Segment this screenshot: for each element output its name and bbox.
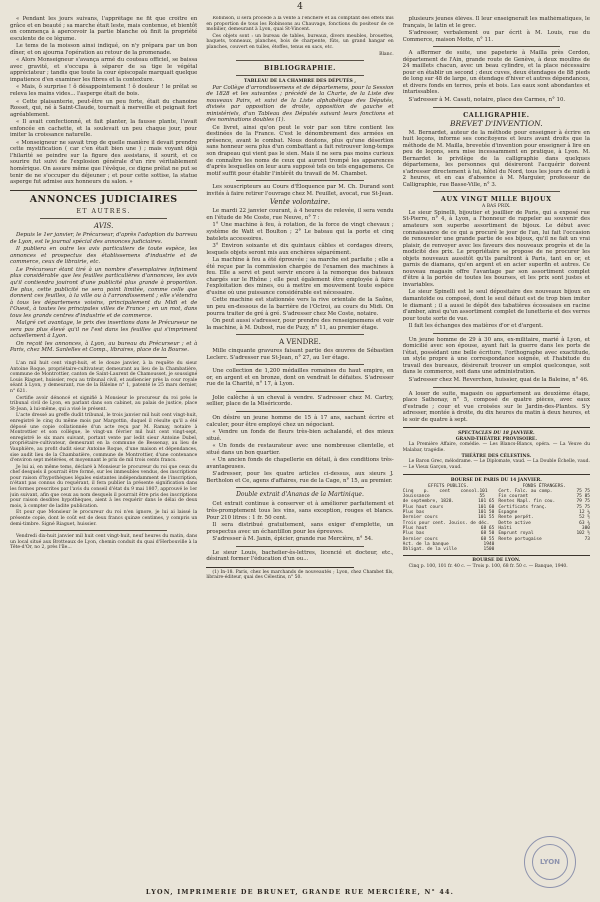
story-paragraph: Le tems de la moisson ainsi indiqué, on n'y prépara par un bon dîner, et on ajourna l'opération au retour de la promenade. [10, 43, 198, 56]
bourse-value: 12 ¼ [579, 510, 590, 516]
bourse-value: 75 75 [576, 504, 590, 510]
book-description: Par Collège d'arrondissemens et de départemens, pour la Session de 1828 et les suivantes ; précédé de la Charte, de la Liste des nouveaux Pairs, et suivi de la Liste alphabétique des Députés, divisés par opposition de droite, opposition de gauche et ministériels, d'un Tableau des Députés suivant leurs fonctions et des nominations doubles (1). [206, 84, 394, 124]
bourse-value: 68 65 [480, 525, 495, 531]
bourse-row [403, 547, 495, 552]
employment-notice: Un jeune homme de 29 à 30 ans, ex-militaire, marié à Lyon, et domicilié avec son épouse, ayant fait la guerre dans les ports de l'état, possédant une belle écriture, l'orthographe avec exactitude, un style propre à une correspondance soignée, et l'habitude du travail des bureaux, désirerait trouver un emploi quelconque, soit dans le commerce, soit dans une administration. [402, 336, 590, 376]
short-divider [236, 60, 363, 61]
bourse-label: Emprunt royal [498, 531, 534, 537]
bourse-label: Rente portugaise [498, 536, 542, 542]
ananas-heading: Double extrait d'Ananas de la Martinique. [236, 491, 364, 499]
bourse-value: 101 60 [478, 504, 495, 510]
bourse-label: Espagne [498, 510, 518, 516]
short-divider [40, 530, 167, 531]
vente-paragraph: Le mardi 22 janvier courant, à 4 heures de relevée, il sera vendu en l'étude de Me Coste, rue Neuve, n° 7 : [206, 208, 394, 221]
bourse-label: Cert. Falc. au comp. [498, 488, 553, 494]
page-number: 4 [297, 2, 303, 12]
vente-heading: Vente volontaire. [269, 198, 331, 207]
grand-theatre-heading: GRAND-THÉÂTRE PROVISOIRE. [455, 436, 537, 442]
bourse-value: 101 55 [479, 488, 488, 500]
short-divider [236, 180, 363, 181]
vente-paragraph: Cette machine est stationnée vers la rive orientale de la Saône, un peu en-dessous de la barrière de l'Octroi, au cours du Midi. On pourra traiter de gré à gré. S'adresser chez Me Coste, notaire. [206, 297, 394, 317]
story-paragraph: « Pendant les jours suivans, l'apprêtage ne fit que croître en grâce et en beauté ; sa marche était leste, mais contenue, et bientôt on commença à apercevoir la partie blanche où finit la propriété esculente de ce légume. [10, 16, 198, 42]
avendre-heading: A VENDRE. [279, 338, 321, 347]
bourse-label: Fin courant [498, 494, 529, 500]
avendre-paragraph: « Vendre un fonds de fleurs très-bien achalandé, et des mieux situé. [206, 429, 394, 442]
bijoux-paragraph: Le sieur Spinelli, bijoutier et joaillier de Paris, qui a exposé rue St-Pierre, n° 4, à Lyon, a l'honneur de rappeler au souvenir des amateurs son superbe assortiment de bijoux. Le début avec connaissance de ce qui a procuré le jour de l'an, lui fait l'occasion de renouveler une grande partie de ses bijoux, qu'il ne fait un vrai plaisir, de renvoyer avec les faveurs des nouveaux progrès et de la modicité des prix. Le propriétaire se propose de ne procurer les objets nouveaux aussitôt qu'ils paraîtront à Paris, tant en or, et garnis de diamans, qu'en argent et en acier superfin et autres. Ce nouveau magasin offre l'avantage par son assortiment complet d'être à la portée de toutes les bourses, et les prix sont justes et invariables. [402, 209, 590, 288]
bijoux-paragraph: Il fait les échanges des matières d'or et d'argent. [408, 323, 543, 330]
short-divider [236, 411, 363, 412]
bourse-row [498, 537, 590, 542]
short-divider [433, 46, 560, 47]
calligraphie-paragraph: M. Bernardet, auteur de la méthode pour enseigner à écrire en huit leçons, informe ses concitoyens et leurs avant droits que la méthode de M. Mailla, brevetée d'invention pour enseigner à lire en peu de leçons, sera mise incessamment en pratique, à Lyon. M. Bernardet le privilège de la calligraphie dans quelques départemens, les personnes qui désireront l'acquérir doivent s'adresser directement à lui, hôtel du Nord, tous les jours de midi à 2 heures, et en cas d'absence à M. Marguier, professeur de Calligraphie, rue Basse-Ville, n° 3. [402, 129, 590, 188]
legal-notice: Et pour que Monsieur le procureur du roi n'en ignore, je lui ai laissé la présente copie, dont le coût est de deux francs quinze centimes, y compris un demi-timbre. Signé Riaguet, huissier. [10, 510, 198, 527]
story-paragraph: « Monseigneur ne savait trop de quelle manière il devait prendre cette mystification ( car c'en était bien une ) ; mais voyant déjà l'hilarité se peindre sur la figure des assistans, il sourit, et ce sourire fut suivi de l'explosion générale d'un rire véritablement homérique. On assure même que l'évêque, ce digne prélat ne put se tenir de ne s'occuper du déjeuner ; et pour cette sottise, la statue asperge fut admise aux honneurs du salon. » [10, 139, 198, 186]
bourse-value: 68 50 [480, 531, 495, 537]
rental-notice: A louer de suite, magasin ou appartement au deuxième étage, place Sathonay, n° 5, composé de quatre pièces, avec eaux d'estrade ; cour et vue croisées sur le Jardin-des-Plantes. S'y adresser, montée à droite, du dix heures du matin à deux heures, et le soir de quatre à sept. [402, 390, 590, 423]
grand-theatre-program: La Première Affaire, comédie. — Les Blancs-Blancs, opéra. — La Veuve du Malabar, tragédie. [402, 442, 590, 453]
avendre-paragraph: « Un ancien fonds de chapellerie en détail, à des conditions très-avantageuses. [206, 457, 394, 470]
library-stamp [524, 836, 576, 888]
celestins-program: Le Baron Grec, mélodrame. — Le Diplomate, vaud. — La Double Échelle, vaud. — Le Vieux Garçon, vaud. [402, 459, 590, 470]
bourse-label: Dernier cours [402, 536, 438, 542]
bourse-label: Haïti [498, 525, 512, 531]
avis-paragraph: Il publiera en outre les avis particuliers de toute espèce, les annonces et prospectus des établissemens d'industrie et de commerce, ceux de librairie, etc. [10, 246, 198, 266]
bourse-value: 73 [584, 536, 590, 542]
story-paragraph: « Cette plaisanterie, peut-être un peu forte, était du chanoine Rosset, qui, né à Saint-Claude, tournait à merveille et peignait fort agréablement. [10, 98, 198, 118]
bourse-value: 101 65 [478, 499, 495, 505]
bourse-value: 101 55 [478, 515, 495, 521]
bourse-label: de septembre, 1828. [402, 499, 455, 505]
avis-paragraph: Depuis le 1er janvier, le Précurseur, d'après l'adoption du barreau de Lyon, est le journal spécial des annonces judiciaires. [10, 232, 198, 245]
legal-notice: Certifie avoir dénoncé et signifié à Monsieur le procureur du roi près le tribunal civil de Lyon, en parlant dans son cabinet, au palais de justice, place St-Jean, à lui-même, qui a visé le présent. [10, 395, 198, 412]
bourse-row [403, 489, 495, 500]
vente-paragraph: La machine à feu a été éprouvée ; sa marche est parfaite ; elle a été reçue par la commission chargée de l'examen des machines à feu. Elle a servi et peut servir encore à la remorque des bateaux chargés sur le Rhône ; elle peut également être employée à faire l'exploitation des mines, ou à mettre en mouvement toute espèce d'usine où une puissance considérable est nécessaire. [206, 257, 394, 296]
bourse-label: Act. de la banque [402, 541, 449, 547]
bourse-label: Plus bas [402, 531, 425, 537]
short-divider [40, 357, 167, 358]
bourse-label: Dette active [498, 520, 531, 526]
book-title: TABLEAU DE LA CHAMBRE DES DÉPUTÉS , [244, 79, 356, 85]
story-paragraph: « Alors Monseigneur s'avança armé du couteau officiel, se baissa avec gravité, et s'occupa à séparer de sa tige le végétal appréciateur ; tandis que toute la cour épiscopale marquait quelque impatience d'en examiner les fibres et la contexture. [10, 57, 198, 83]
short-divider [433, 387, 560, 388]
bourse-lyon-heading: BOURSE DE LYON. [472, 558, 521, 564]
legal-notice: L'acte dressé au greffe dudit tribunal, le trois janvier mil huit cent vingt-huit, enregistré le cinq du même mois par Margottin, duquel il résulte qu'il a été déposé une copie collationnée d'un acte reçu par M. Ramay, notaire à Montrottier et son collègue, le vingt-un février mil huit cent vingt-sept, enregistré le six mars suivant, portant vente par ledit sieur Antoine Dubel, propriétaire-cultivateur, demeurant en la commune de Bessenay, au lieu de Vauphière, au profit dudit sieur Antoine Roque, d'une maison et dépendances, sise audit lieu de la Chambatière, commune de Montrottier, d'une contenance d'environ sept métérées, et moyennant le prix de mil trois cents francs. [10, 413, 198, 464]
bourse-value: 63 ¾ [579, 520, 590, 526]
bourse-label: Obligat. de la ville [402, 547, 457, 553]
avis-paragraph: On reçoit les annonces, à Lyon, au bureau du Précurseur ; et à Paris, chez MM. Sanlelles et Comp., libraires, place de la Bourse. [10, 340, 198, 354]
vente-paragraph: 1° Une machine à feu, à rotation, de la force de vingt chevaux ; système de Watt et Boulton ; 2° Le bateau qui la porte et cinq batelets accessoires. [206, 222, 394, 242]
bourse-label: Plus haut [402, 525, 428, 531]
legal-notice: L'an mil huit cent vingt-huit, et le douze janvier, à la requête du sieur Antoine Roque, propriétaire-cultivateur, demeurant au lieu de la Chambatière, commune de Montrottier, canton de Saint-Laurent de Chamousset, je soussigné Louis Riaguet, huissier, reçu au tribunal civil, et audiencier près la cour royale séant à Lyon, y demeurant, rue de la Bâleine n° 1, patenté le 25 mars dernier, n° 621. [10, 361, 198, 394]
bourse-label: Plus bas [402, 510, 425, 516]
short-divider [433, 107, 560, 108]
papeterie-notice: A affermer de suite, une papeterie à Mailla près Cerdon, département de l'Ain, grande route de Genève, à deux moulins de 24 maillets chacun, avec un beau cylindre, et la place nécessaire pour en établir un second ; deux cuves, deux étendages de 88 pieds de long sur 48 de large, un étendage d'hiver et autres dépendances, et divers fonds en terres, prés et bois. Les eaux sont abondantes et intarissables. [402, 50, 590, 96]
story-paragraph: « Il avait confectionné, et fait planter, la fausse plante, l'avait enfoncée en cachette, et la soulevait un peu chaque jour, pour imiter la croissance naturelle. [10, 119, 198, 139]
bourse-label: Rente perpét. [498, 515, 534, 521]
fonds-etrangers-heading: FONDS ÉTRANGERS. [522, 483, 566, 489]
short-divider [236, 75, 363, 76]
calligraphie-heading: CALLIGRAPHIE. [463, 110, 530, 119]
short-divider [236, 546, 363, 547]
bourse-value: 75 75 [576, 488, 590, 494]
short-divider [236, 391, 363, 392]
avendre-paragraph: Mille cinquante gravures faisant partie des œuvres de Sébastien Leclerc. S'adresser rue St-Jean, n° 27, au 1er étage. [206, 348, 394, 361]
footnote: (1) In-18. Paris, chez les marchands de nouveautés ; Lyon, chez Chambet fils, libraire-éditeur, quai des Célestins, n° 50. [206, 569, 394, 581]
bourse-paris-heading: BOURSE DE PARIS DU 14 JANVIER. [450, 478, 542, 484]
book-review: Ce livret, ainsi qu'on peut le voir par son titre contient les destinées de la France. C'est le dénombrement des armées en présence, avant le combat. Nous doutons, plus qu'une désertion sans honneur sera plus d'un combattant a fait retrouver long-temps son drapeau qui vient pas le sien. Mais il ne sera pas moins curieux de connaître les noms de ceux qui auront trompé les apparences d'après lesquelles on leur aura supposé tels ou tels engagemens. Ce motif suffit pour établir l'intérêt du travail de M. Chambet. [206, 124, 394, 177]
bourse-value: 380 [581, 525, 590, 531]
ananas-paragraph: S'adresser à M. Janin, épicier, grande rue Mercière, n° 54. [212, 536, 373, 543]
subscriber-notice: Les souscripteurs au Cours d'Éloquence par M. Ch. Durand sont invités à faire retirer l'ouvrage chez M. Feuillet, avocat, rue St-Jean. [206, 184, 394, 197]
ananas-paragraph: Cet extrait continue à conserver et à améliorer parfaitement et très-promptement tous les vins, sans exception, rouges et blancs. Pour 210 litres : 1 fr. 50 cent. [206, 501, 394, 521]
section-divider [403, 474, 590, 475]
avendre-paragraph: « Un fonds de restaurateur avec une nombreuse clientelle, et situé dans un bon quartier. [206, 443, 394, 456]
short-divider [40, 218, 167, 219]
spectacles-heading: SPECTACLES DU 18 JANVIER. [458, 431, 535, 437]
bourse-value: 101 50 [478, 510, 495, 516]
bourse-lyon-quotes: Cinq p. 100, 101 fr. 40 c. — Trois p. 100, 68 fr. 50 c. — Banque, 1940. [408, 563, 568, 569]
ananas-paragraph: Il sera distribué gratuitement, sans exiger d'emplette, un prospectus avec un échantillon pour les épreuves. [206, 522, 394, 535]
avis-paragraph: Le Précurseur étant tiré à un nombre d'exemplaires infiniment plus considérable que les feuilles particulières d'annonces, les avis qu'il contiendra jouiront d'une publicité plus grande à proportion. De plus, cette publicité ne sera point limitée, comme celle que donnent ces feuilles, à la ville ou à l'arrondissement ; elle s'étendra à tous les départemens voisins, principalement du Midi et de l'Ouest, à toutes les principales villes de France ; en un mot, dans tous les grands centres d'industrie et de commerce. [10, 266, 198, 319]
bijoux-paragraph: Le sieur Spinelli est le seul dépositaire des nouveaux bijoux en damantoïde ou composé, dont le seul défaut est de trop bien imiter le diamant ; il a aussi le dépôt des tabatières écossaises en racine d'amber, ainsi qu'un assortiment complet de lunetterie et des verres pour toute sorte de vue. [402, 289, 590, 322]
short-divider [236, 364, 363, 365]
annonces-subtitle: ET AUTRES. [76, 207, 131, 215]
bourse-table [403, 484, 590, 553]
story-paragraph: « Mais, ô surprise ! ô désappointement ! ô douleur ! le prélat se releva les mains vides... l'asperge était de bois. [10, 84, 198, 98]
effets-publics-list [403, 489, 495, 553]
fonds-etrangers-list [498, 489, 590, 553]
imprint-footer: LYON, IMPRIMERIE DE BRUNET, GRANDE RUE MERCIÈRE, N° 44. [145, 888, 455, 896]
vente-paragraph: On peut aussi s'adresser, pour prendre des renseignemens et voir la machine, à M. Dubost, rue de Puzy, n° 11, au premier étage. [206, 318, 394, 331]
bourse-value: 75 85 [576, 494, 590, 500]
effets-publics-heading: EFFETS PUBLICS. [428, 483, 469, 489]
section-divider [403, 555, 590, 556]
avendre-paragraph: Une collection de 1,200 médailles romaines du haut empire, en or, en argent et en bronze, dont on vendrait le défaites. S'adresser rue de la Charité, n° 17, à Lyon. [206, 368, 394, 388]
bibliographie-heading: BIBLIOGRAPHIE. [264, 64, 336, 73]
bourse-value: 1940 [483, 541, 495, 547]
column-2 [206, 16, 393, 874]
bourse-value: 52 ½ [579, 515, 590, 521]
short-divider [433, 333, 560, 334]
tutor-notice-cont: plusieurs jeunes élèves. Il leur enseignerait les mathématiques, le français, le latin et le grec. [402, 16, 590, 29]
short-divider [236, 334, 363, 335]
bourse-label: Dernier cours [402, 515, 438, 521]
brevet-heading: BREVET D'INVENTION. [450, 118, 543, 128]
short-divider [433, 191, 560, 192]
bourse-label: Trois pour cent. Jouiss. de déc. [402, 520, 490, 526]
tutor-notice: Le sieur Louis, bachelier-ès-lettres, licencié et docteur, etc., désirant former l'éducation d'un ou... [206, 549, 394, 563]
annonces-title: ANNONCES JUDICIAIRES [29, 193, 178, 205]
column-3 [403, 16, 590, 874]
bourse-value: 1500 [483, 547, 495, 553]
bourse-label: Certificats franç. [498, 504, 548, 510]
avendre-paragraph: On désire un jeune homme de 15 à 17 ans, sachant écrire et calculer, pour être employé chez un négociant. [206, 414, 394, 428]
footnote-rule [206, 567, 353, 568]
papeterie-address: S'adresser à M. Casati, notaire, place des Carmes, n° 10. [408, 97, 566, 104]
legal-notice: Je lui ai, en même tems, déclaré à Monsieur le procureur du roi que ceux du chef desquels il pourrait être formé, sur les immeubles vendus, des inscriptions pour raison d'hypothèques légales existantes indépendamment de l'inscription, n'étant pas connus du requérant, il fera publier la présente signification dans les formes prescrites par l'avis du conseil d'état du 9 mai 1807, approuvé le 1er juin suivant, afin que ceux au nom desquels il pourrait être pris des inscriptions pour raison desdites hypothèques, aient à les requérir dans le délai de deux mois, à compter de ladite publication. [10, 464, 198, 509]
bourse-value: 102 ½ [576, 531, 590, 537]
column-1 [10, 16, 197, 874]
bourse-label: Cinq p. cent consol. Jouissance [402, 488, 480, 500]
short-divider [236, 487, 363, 488]
bourse-value: 79 75 [576, 499, 590, 505]
tutor-address: S'adresser, verbalement ou par écrit à M. Louis, rue du Commerce, maison Motte, n° 11. [402, 30, 590, 43]
avis-paragraph: Malgré cet avantage, le prix des insertions dans le Précurseur ne sera pas plus élevé qu'il ne l'est dans les feuilles qui s'impriment actuellement à Lyon. [10, 320, 198, 340]
celestins-heading: THÉÂTRE DES CÉLESTINS. [461, 453, 532, 459]
bijoux-subheading: A BAS PRIX. [482, 204, 511, 210]
section-divider [403, 427, 590, 428]
bourse-label: Plus haut cours [402, 504, 444, 510]
columns [10, 16, 590, 874]
stamp-center: LYON [532, 844, 568, 880]
avendre-paragraph: Jolie calèche à un cheval à vendre. S'adresser chez M. Cartry, sellier, place de la Miséricorde. [206, 394, 394, 408]
bourse-label: Rentes Napl. fin cou. [498, 499, 556, 505]
avendre-paragraph: S'adresser, pour les quatre articles ci-dessus, aux sieurs J. Bertholon et Ce, agens d'affaires, rue de la Cage, n° 15, au premier. [206, 471, 394, 484]
avis-heading: AVIS. [94, 222, 114, 231]
vente-paragraph: 3° Environ soixante et dix quintaux câbles et cordages divers, lesquels objets seront mis aux enchères séparément. [206, 243, 394, 256]
section-divider [10, 190, 197, 191]
employment-address: S'adresser chez M. Reverchon, huissier, quai de la Baleine, n° 46. [408, 377, 589, 384]
bourse-value: 68 55 [480, 536, 495, 542]
notice-signature: Blanc. [379, 51, 394, 57]
sale-notice: Ces objets sont : un bureau de tables, bureaux, divers meubles, brouettes, baquets, tonneaux, planches, bois de charpente, fûts, un grand hangar en planches, couvert en tuiles, étoffes, tenus en sacs, etc. [206, 33, 394, 50]
sale-notice: Robinson, il sera procédé à la vente à l'enchère et au comptant des effets mis en proportion de tous les Robinsons au Chauvage, fonctions du positeur de ce mobilier, demeurant à Lyon, quai St-Vincent. [206, 16, 394, 33]
legal-notice: Vendredi dix-huit janvier mil huit cent vingt-huit, neuf heures du matin, dans un local situé aux Brotteaux de Lyon, chemin conduit du quai d'Herbouville à la Tête-d'Or, no 2, près l'île... [10, 534, 198, 551]
bijoux-heading: AUX VINGT MILLE BIJOUX [440, 195, 552, 204]
